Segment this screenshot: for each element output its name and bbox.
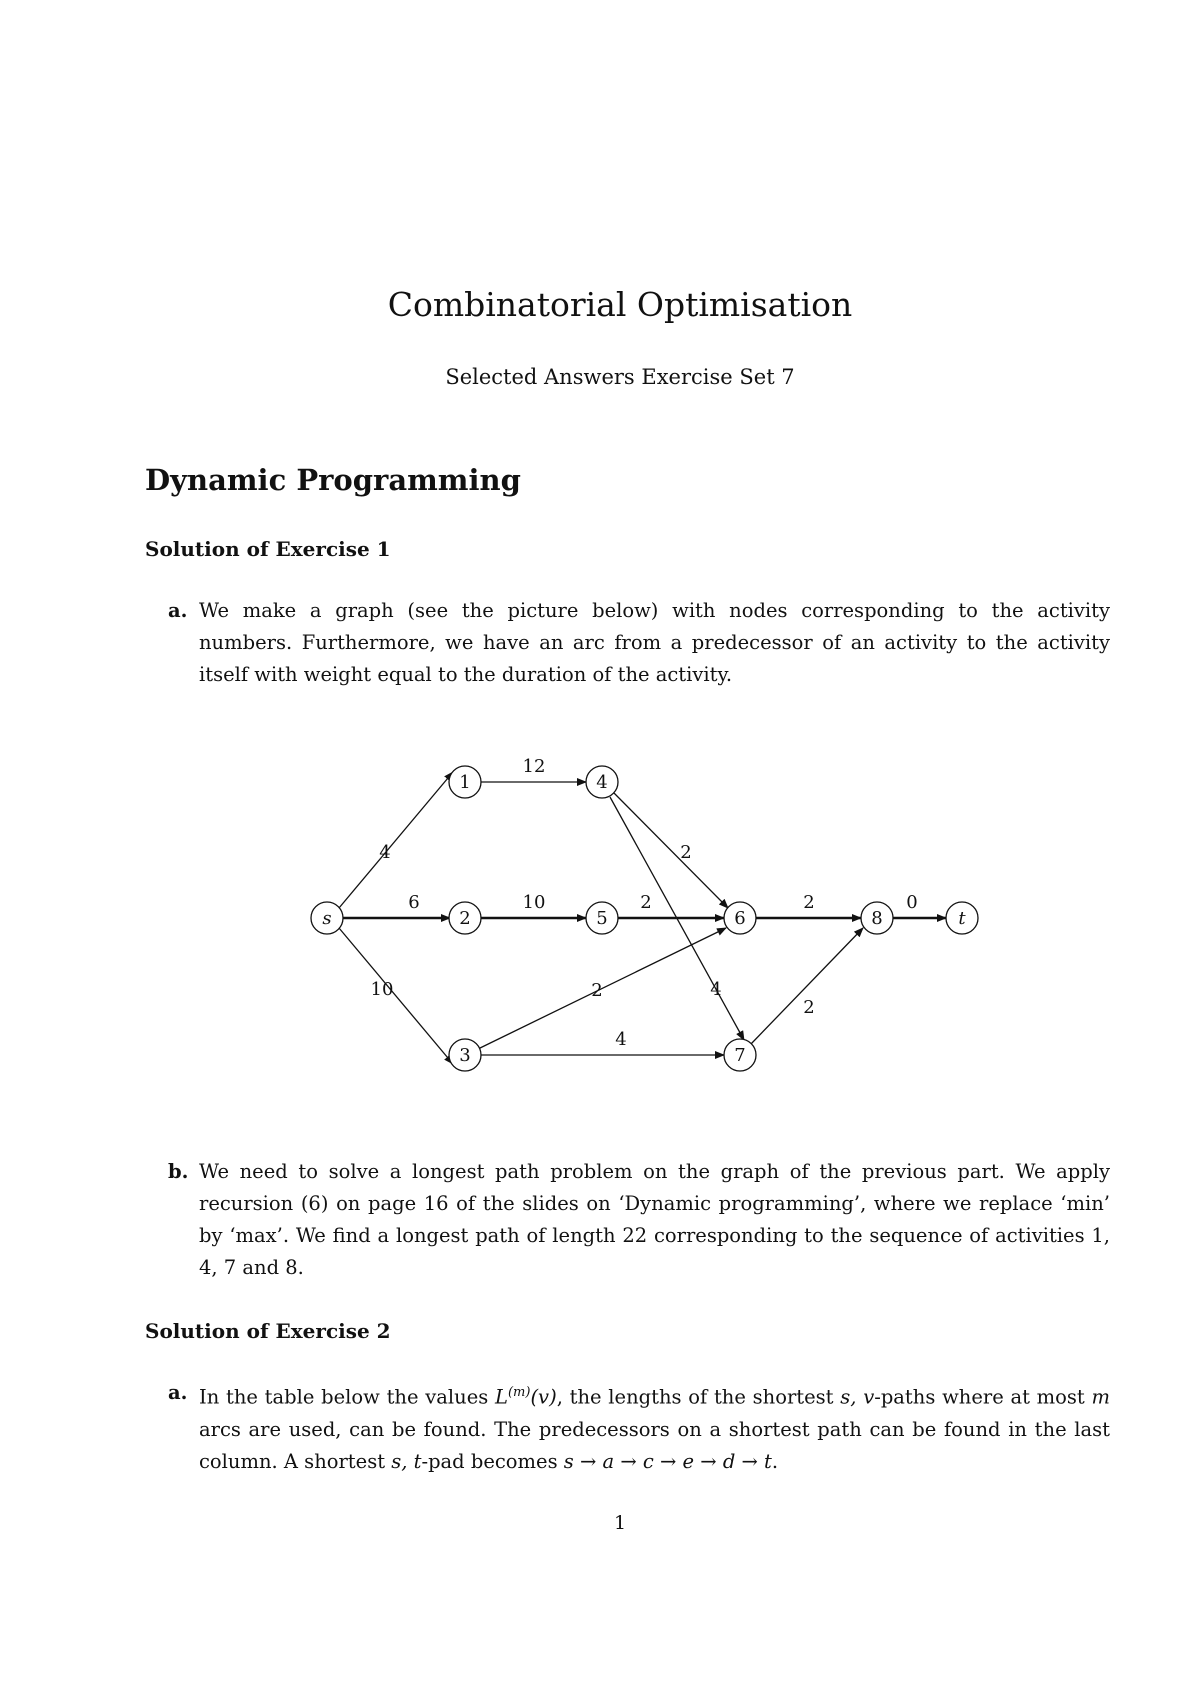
node-s-label: s xyxy=(322,908,332,929)
weight-3-7: 4 xyxy=(615,1029,627,1050)
node-3-label: 3 xyxy=(459,1045,471,1066)
math-m: m xyxy=(1091,1385,1111,1409)
exercise2-part-a xyxy=(168,1377,1110,1478)
weight-7-8: 2 xyxy=(803,997,815,1018)
edge-4-6 xyxy=(613,792,728,908)
exercise2-a-text xyxy=(199,1377,1110,1478)
edge-s-1 xyxy=(339,772,453,908)
exercise2-a-label: a. xyxy=(168,1381,188,1404)
exercise2-heading: Solution of Exercise 2 xyxy=(145,1319,391,1343)
weight-s-2: 6 xyxy=(408,892,420,913)
exercise1-b-text: We need to solve a longest path problem on the graph of the previous part. We apply recursion (6) on page 16 of the slides on ‘Dynamic programming’, where we replace ‘min’ by ‘max’. We find a longest path of length 22 corresponding to the sequence of activities 1, 4, 7 and 8. xyxy=(199,1160,1110,1279)
exercise1-part-b xyxy=(168,1156,1110,1284)
edge-7-8 xyxy=(750,928,863,1045)
weight-3-6: 2 xyxy=(591,980,603,1001)
node-4-label: 4 xyxy=(596,772,608,793)
math-sv: s, v xyxy=(840,1385,875,1409)
node-t-label: t xyxy=(958,908,966,929)
weight-6-8: 2 xyxy=(803,892,815,913)
node-1-label: 1 xyxy=(459,772,471,793)
page-subtitle: Selected Answers Exercise Set 7 xyxy=(445,365,795,389)
math-path: s → a → c → e → d → t xyxy=(563,1449,772,1473)
edge-s-3 xyxy=(339,928,453,1064)
page-number: 1 xyxy=(613,1512,627,1534)
page-title: Combinatorial Optimisation xyxy=(387,285,853,324)
weight-2-5: 10 xyxy=(522,892,546,913)
text-run: In the table below the values xyxy=(199,1385,489,1409)
text-run: arcs are used, can be found. The predecessors on a shortest path can be found in the last column. A shortest xyxy=(199,1417,1110,1473)
weight-4-6: 2 xyxy=(680,842,692,863)
math-st: s, t xyxy=(391,1449,422,1473)
exercise1-a-text: We make a graph (see the picture below) with nodes corresponding to the activity numbers. Furthermore, we have an arc from a predecessor of an activity to the activity itself with weight equal to the duration of the activity. xyxy=(199,599,1110,686)
text-run: , the lengths of the shortest xyxy=(556,1385,834,1409)
node-7-label: 7 xyxy=(734,1045,746,1066)
text-run: -pad becomes xyxy=(421,1449,558,1473)
node-5-label: 5 xyxy=(596,908,608,929)
math-v: (v) xyxy=(530,1385,557,1409)
text-run: . xyxy=(771,1449,779,1473)
weight-8-t: 0 xyxy=(906,892,918,913)
weight-1-4: 12 xyxy=(522,756,546,777)
section-heading: Dynamic Programming xyxy=(145,463,521,497)
node-6-label: 6 xyxy=(734,908,746,929)
weight-s-1: 4 xyxy=(379,842,391,863)
exercise1-a-label: a. xyxy=(168,599,188,622)
math-L: L xyxy=(495,1385,508,1409)
node-2-label: 2 xyxy=(459,908,471,929)
exercise1-heading: Solution of Exercise 1 xyxy=(145,537,391,561)
exercise1-b-label: b. xyxy=(168,1160,189,1183)
text-run: -paths where at most xyxy=(874,1385,1085,1409)
weight-s-3: 10 xyxy=(370,979,394,1000)
weight-5-6: 2 xyxy=(640,892,652,913)
node-8-label: 8 xyxy=(871,908,883,929)
math-superscript-m: (m) xyxy=(507,1385,531,1400)
weight-4-7: 4 xyxy=(710,979,722,1000)
